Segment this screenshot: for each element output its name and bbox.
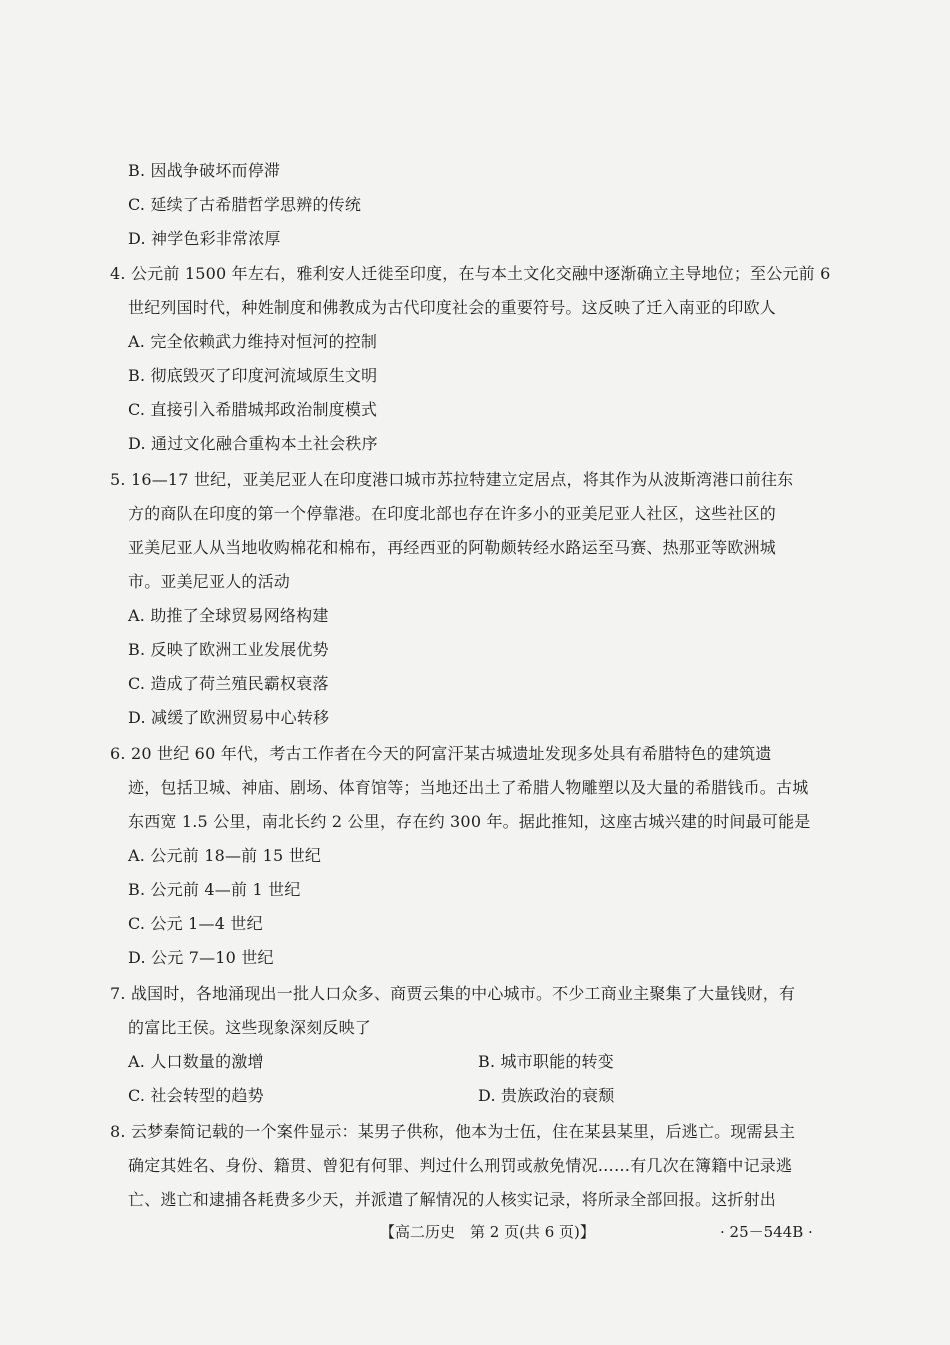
q5-stem-line-3: 亚美尼亚人从当地收购棉花和棉布，再经西亚的阿勒颇转经水路运至马赛、热那亚等欧洲城 (128, 538, 777, 557)
q7-stem-line-2: 的富比王侯。这些现象深刻反映了 (128, 1018, 372, 1037)
q7-option-d: D. 贵族政治的衰颓 (478, 1086, 615, 1105)
q6-stem-line-3: 东西宽 1.5 公里，南北长约 2 公里，存在约 300 年。据此推知，这座古城兴建的时间最可能是 (128, 812, 811, 831)
q6-option-d: D. 公元 7—10 世纪 (128, 948, 274, 967)
q3-option-c: C. 延续了古希腊哲学思辨的传统 (128, 195, 362, 214)
q7-option-c: C. 社会转型的趋势 (128, 1086, 264, 1105)
q6-stem-line-1: 6. 20 世纪 60 年代，考古工作者在今天的阿富汗某古城遗址发现多处具有希腊特色的建筑遗 (110, 744, 772, 763)
q3-option-d: D. 神学色彩非常浓厚 (128, 229, 281, 248)
q5-stem-line-4: 市。亚美尼亚人的活动 (128, 572, 291, 591)
q5-option-a: A. 助推了全球贸易网络构建 (128, 606, 329, 625)
q4-option-c: C. 直接引入希腊城邦政治制度模式 (128, 400, 378, 419)
q7-stem-line-1: 7. 战国时，各地涌现出一批人口众多、商贾云集的中心城市。不少工商业主聚集了大量钱财，有 (110, 984, 796, 1003)
q6-option-a: A. 公元前 18—前 15 世纪 (128, 846, 322, 865)
q5-option-b: B. 反映了欧洲工业发展优势 (128, 640, 329, 659)
q4-stem-line-2: 世纪列国时代，种姓制度和佛教成为古代印度社会的重要符号。这反映了迁入南亚的印欧人 (128, 298, 777, 317)
q5-option-d: D. 减缓了欧洲贸易中心转移 (128, 708, 330, 727)
q5-stem-line-1: 5. 16—17 世纪，亚美尼亚人在印度港口城市苏拉特建立定居点，将其作为从波斯湾港口前往东 (110, 470, 794, 489)
q8-stem-line-3: 亡、逃亡和逮捕各耗费多少天，并派遣了解情况的人核实记录，将所录全部回报。这折射出 (128, 1190, 777, 1209)
q7-option-a: A. 人口数量的激增 (128, 1052, 264, 1071)
footer-page-label: 【高二历史 第 2 页(共 6 页)】 (380, 1223, 595, 1241)
q6-stem-line-2: 迹，包括卫城、神庙、剧场、体育馆等；当地还出土了希腊人物雕塑以及大量的希腊钱币。古城 (128, 778, 809, 797)
q5-option-c: C. 造成了荷兰殖民霸权衰落 (128, 674, 329, 693)
q4-option-a: A. 完全依赖武力维持对恒河的控制 (128, 332, 378, 351)
q6-option-b: B. 公元前 4—前 1 世纪 (128, 880, 301, 899)
q4-option-d: D. 通过文化融合重构本土社会秩序 (128, 434, 378, 453)
footer-exam-code: · 25－544B · (720, 1223, 813, 1241)
q5-stem-line-2: 方的商队在印度的第一个停靠港。在印度北部也存在许多小的亚美尼亚人社区，这些社区的 (128, 504, 777, 523)
q3-option-b: B. 因战争破坏而停滞 (128, 161, 281, 180)
q6-option-c: C. 公元 1—4 世纪 (128, 914, 263, 933)
q4-stem-line-1: 4. 公元前 1500 年左右，雅利安人迁徙至印度，在与本土文化交融中逐渐确立主导地位；至公元前 6 (110, 264, 831, 283)
q7-option-b: B. 城市职能的转变 (478, 1052, 614, 1071)
q8-stem-line-2: 确定其姓名、身份、籍贯、曾犯有何罪、判过什么刑罚或赦免情况……有几次在簿籍中记录逃 (128, 1156, 793, 1175)
q4-option-b: B. 彻底毁灭了印度河流域原生文明 (128, 366, 378, 385)
q8-stem-line-1: 8. 云梦秦简记载的一个案件显示：某男子供称，他本为士伍，住在某县某里，后逃亡。现需县主 (110, 1122, 796, 1141)
